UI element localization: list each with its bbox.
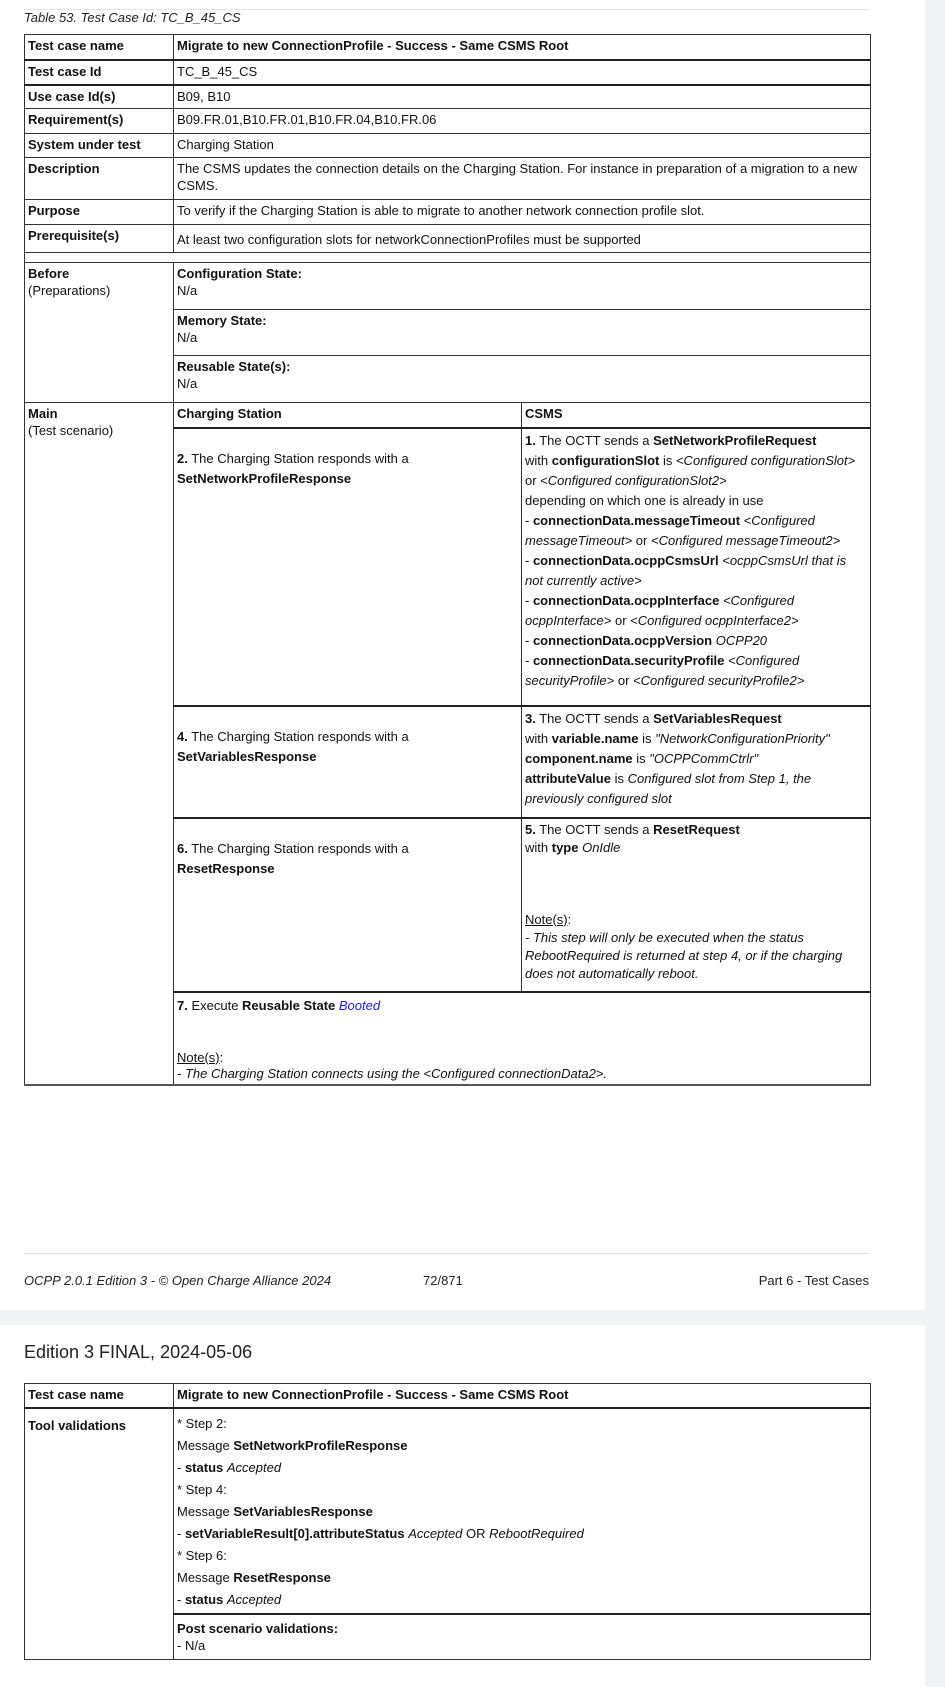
text-segment: with <box>525 452 552 468</box>
text-segment: <Configured securityProfile2> <box>633 672 805 688</box>
text-line <box>525 839 867 857</box>
tool-validations-label: Tool validations <box>25 1408 174 1660</box>
text-segment: Accepted <box>408 1525 463 1541</box>
text-segment: SetVariablesResponse <box>177 748 317 764</box>
text-segment: type <box>551 839 579 855</box>
text-line <box>525 551 867 591</box>
text-segment: ResetRequest <box>653 821 740 837</box>
text-segment: SetNetworkProfileResponse <box>177 470 352 486</box>
tool-validations <box>174 1408 871 1614</box>
text-segment: connectionData.ocppVersion <box>532 632 713 648</box>
footer-page-number: 72/871 <box>423 1273 463 1288</box>
text-segment: The Charging Station responds with a <box>187 450 409 466</box>
footer-divider <box>24 1253 869 1254</box>
text-line <box>177 1014 867 1032</box>
text-segment: depending on which one is already in use <box>525 492 764 508</box>
row-description <box>25 158 871 200</box>
post-scenario-label: Post scenario validations: <box>177 1620 339 1636</box>
text-segment: - <box>177 1525 185 1541</box>
text-segment: Message <box>177 1437 234 1453</box>
row-requirements <box>25 109 871 134</box>
text-segment: configurationSlot <box>551 452 660 468</box>
text-segment: - <box>525 632 533 648</box>
memory-state-value: N/a <box>177 330 198 345</box>
text-line <box>177 1435 867 1457</box>
text-segment: Message <box>177 1503 234 1519</box>
text-segment: 4. <box>177 728 188 744</box>
text-segment: SetNetworkProfileResponse <box>233 1437 408 1453</box>
label: Test case name <box>25 1384 174 1408</box>
text-line <box>177 1589 867 1611</box>
label: Use case Id(s) <box>25 85 174 109</box>
text-segment: SetVariablesRequest <box>653 710 782 726</box>
text-line <box>525 709 867 729</box>
reusable-state <box>174 356 871 403</box>
text-segment: - <box>525 552 533 568</box>
text-segment: 2. <box>177 450 188 466</box>
text-segment: <Configured ocppInterface> <box>525 592 795 628</box>
text-segment: OnIdle <box>582 839 621 855</box>
text-line <box>525 893 867 911</box>
label: Purpose <box>25 200 174 225</box>
text-segment: <Configured configurationSlot> <box>675 452 856 468</box>
text-segment: with <box>525 730 552 746</box>
text-segment: 7. <box>177 997 188 1013</box>
value: To verify if the Charging Station is able to migrate to another network connection profile slot. <box>174 200 871 225</box>
text-segment: <Configured ocppInterface2> <box>630 612 799 628</box>
test-case-table-continued <box>24 1383 871 1660</box>
text-segment: is <box>632 750 650 766</box>
text-line <box>177 469 518 489</box>
text-segment: - <box>177 1591 185 1607</box>
text-segment: - This step will only be executed when the status RebootRequired is returned at step 4, or if the charging does not automatically reboot. <box>525 929 843 981</box>
value: TC_B_45_CS <box>174 60 871 85</box>
edition-heading: Edition 3 FINAL, 2024-05-06 <box>24 1342 253 1362</box>
text-line <box>525 651 867 691</box>
text-segment: connectionData.ocppInterface <box>532 592 720 608</box>
column-header-csms: CSMS <box>522 403 871 428</box>
text-line <box>525 929 867 983</box>
text-segment: Note(s) <box>177 1049 220 1065</box>
step-7 <box>174 992 871 1085</box>
text-line <box>525 749 867 769</box>
step-5 <box>522 818 871 992</box>
text-segment: - The Charging Station connects using the <Configured connectionData2>. <box>177 1065 607 1081</box>
text-segment: 1. <box>525 432 536 448</box>
text-segment: status <box>184 1459 224 1475</box>
value: At least two configuration slots for networkConnectionProfiles must be supported <box>174 225 871 253</box>
main-label: Main <box>28 406 58 421</box>
text-line <box>177 859 518 879</box>
text-segment: connectionData.messageTimeout <box>532 512 741 528</box>
row-test-case-id <box>25 60 871 85</box>
step-3 <box>522 706 871 818</box>
text-line <box>525 911 867 929</box>
text-segment: <ocppCsmsUrl that is not currently active> <box>525 552 847 588</box>
row-test-case-name <box>25 35 871 60</box>
text-line <box>525 769 867 809</box>
reusable-state-value: N/a <box>177 376 198 391</box>
text-segment: The OCTT sends a <box>535 710 654 726</box>
value: B09.FR.01,B10.FR.01,B10.FR.04,B10.FR.06 <box>174 109 871 134</box>
memory-state-label: Memory State: <box>177 313 267 328</box>
text-segment: ResetResponse <box>177 860 275 876</box>
configuration-state-label: Configuration State: <box>177 266 302 281</box>
value: B09, B10 <box>174 85 871 109</box>
step-6 <box>174 818 522 992</box>
text-segment: is <box>659 452 676 468</box>
text-segment: ResetResponse <box>233 1569 331 1585</box>
row-main-header <box>25 403 871 428</box>
label: Test case Id <box>25 60 174 85</box>
text-segment: OCPP20 <box>715 632 768 648</box>
text-line <box>177 727 518 747</box>
text-segment: The OCTT sends a <box>535 432 654 448</box>
text-line <box>525 451 867 491</box>
row-before-configuration <box>25 263 871 310</box>
page-73 <box>0 1325 925 1687</box>
test-case-table <box>24 34 871 1086</box>
text-segment: "OCPPCommCtrlr" <box>649 750 759 766</box>
post-scenario-validations <box>174 1614 871 1660</box>
text-line <box>177 1457 867 1479</box>
text-segment: or <box>614 672 634 688</box>
text-segment: * Step 2: <box>177 1415 227 1431</box>
text-segment: Note(s) <box>525 911 568 927</box>
step-2 <box>174 428 522 706</box>
step-1 <box>522 428 871 706</box>
label: Description <box>25 158 174 200</box>
text-segment: Accepted <box>226 1591 282 1607</box>
text-segment: component.name <box>525 750 633 766</box>
text-segment: OR <box>462 1525 490 1541</box>
text-segment: connectionData.ocppCsmsUrl <box>532 552 719 568</box>
row-test-case-name <box>25 1384 871 1408</box>
before-label-cell <box>25 263 174 403</box>
text-segment: status <box>184 1591 224 1607</box>
text-segment: is <box>638 730 656 746</box>
footer-copyright: OCPP 2.0.1 Edition 3 - © Open Charge Alliance 2024 <box>24 1273 332 1288</box>
text-line <box>525 431 867 451</box>
text-line <box>177 1050 867 1066</box>
row-use-case-ids <box>25 85 871 109</box>
before-sublabel: (Preparations) <box>28 283 111 298</box>
text-segment: - <box>177 1459 185 1475</box>
text-segment: The Charging Station responds with a <box>187 728 409 744</box>
text-segment: or <box>632 532 651 548</box>
text-line <box>177 1567 867 1589</box>
column-header-charging-station: Charging Station <box>174 403 522 428</box>
table-caption: Table 53. Test Case Id: TC_B_45_CS <box>24 10 241 25</box>
value: Migrate to new ConnectionProfile - Success - Same CSMS Root <box>174 35 871 60</box>
text-segment: connectionData.securityProfile <box>532 652 725 668</box>
text-segment: variable.name <box>551 730 639 746</box>
text-line <box>177 1413 867 1435</box>
text-segment: : <box>567 911 572 927</box>
text-segment: <Configured messageTimeout2> <box>650 532 841 548</box>
configuration-state <box>174 263 871 310</box>
memory-state <box>174 310 871 356</box>
text-line <box>525 821 867 839</box>
text-segment: Reusable State <box>242 997 336 1013</box>
footer-part: Part 6 - Test Cases <box>758 1273 869 1288</box>
label: Test case name <box>25 35 174 60</box>
text-line <box>177 1066 867 1082</box>
spacer-row <box>25 253 871 263</box>
text-segment: <Configured messageTimeout> <box>525 512 815 548</box>
text-line <box>177 839 518 859</box>
text-line <box>525 631 867 651</box>
row-prerequisites <box>25 225 871 253</box>
text-segment: setVariableResult[0].attributeStatus <box>184 1525 405 1541</box>
text-line <box>177 1501 867 1523</box>
label: System under test <box>25 134 174 158</box>
text-line <box>525 511 867 551</box>
text-segment: The OCTT sends a <box>535 821 654 837</box>
text-segment: <Configured securityProfile> <box>525 652 800 688</box>
text-segment: - <box>525 512 533 528</box>
text-segment: : <box>219 1049 224 1065</box>
value: Migrate to new ConnectionProfile - Success - Same CSMS Root <box>174 1384 871 1408</box>
text-line <box>525 857 867 875</box>
configuration-state-value: N/a <box>177 283 198 298</box>
text-segment: * Step 4: <box>177 1481 227 1497</box>
step-4 <box>174 706 522 818</box>
text-segment: Message <box>177 1569 234 1585</box>
text-segment: * Step 6: <box>177 1547 227 1563</box>
text-line <box>177 449 518 469</box>
main-sublabel: (Test scenario) <box>28 423 114 438</box>
text-line <box>525 875 867 893</box>
text-segment: SetNetworkProfileRequest <box>653 432 817 448</box>
before-label: Before <box>28 266 70 281</box>
text-segment: Accepted <box>226 1459 282 1475</box>
value: The CSMS updates the connection details on the Charging Station. For instance in preparation of a migration to a new CSMS. <box>174 158 871 200</box>
text-segment: "NetworkConfigurationPriority" <box>655 730 830 746</box>
reusable-state-label: Reusable State(s): <box>177 359 291 374</box>
text-segment: - <box>525 592 533 608</box>
text-line <box>177 998 867 1014</box>
text-segment: 3. <box>525 710 536 726</box>
text-segment: <Configured configurationSlot2> <box>540 472 727 488</box>
text-segment: is <box>610 770 628 786</box>
text-segment: 6. <box>177 840 188 856</box>
text-segment: Execute <box>187 997 243 1013</box>
row-tool-validations <box>25 1408 871 1614</box>
text-segment: with <box>525 839 552 855</box>
text-segment: SetVariablesResponse <box>233 1503 373 1519</box>
text-line <box>177 1479 867 1501</box>
text-line <box>177 1545 867 1567</box>
text-segment: The Charging Station responds with a <box>187 840 409 856</box>
text-line <box>177 747 518 767</box>
text-segment: - <box>525 652 533 668</box>
text-line <box>525 591 867 631</box>
text-segment: or <box>525 472 541 488</box>
text-line <box>177 1523 867 1545</box>
text-segment: Configured slot from Step 1, the previously configured slot <box>525 770 812 806</box>
value: Charging Station <box>174 134 871 158</box>
row-purpose <box>25 200 871 225</box>
main-label-cell <box>25 403 174 1085</box>
text-segment: 5. <box>525 821 536 837</box>
reusable-state-link[interactable]: Booted <box>338 997 381 1013</box>
label: Requirement(s) <box>25 109 174 134</box>
post-scenario-value: - N/a <box>177 1637 206 1653</box>
text-line <box>525 729 867 749</box>
text-segment: attributeValue <box>525 770 611 786</box>
text-line <box>177 1032 867 1050</box>
text-segment: RebootRequired <box>489 1525 584 1541</box>
text-line <box>525 491 867 511</box>
label: Prerequisite(s) <box>25 225 174 253</box>
text-segment: or <box>611 612 631 628</box>
row-system-under-test <box>25 134 871 158</box>
